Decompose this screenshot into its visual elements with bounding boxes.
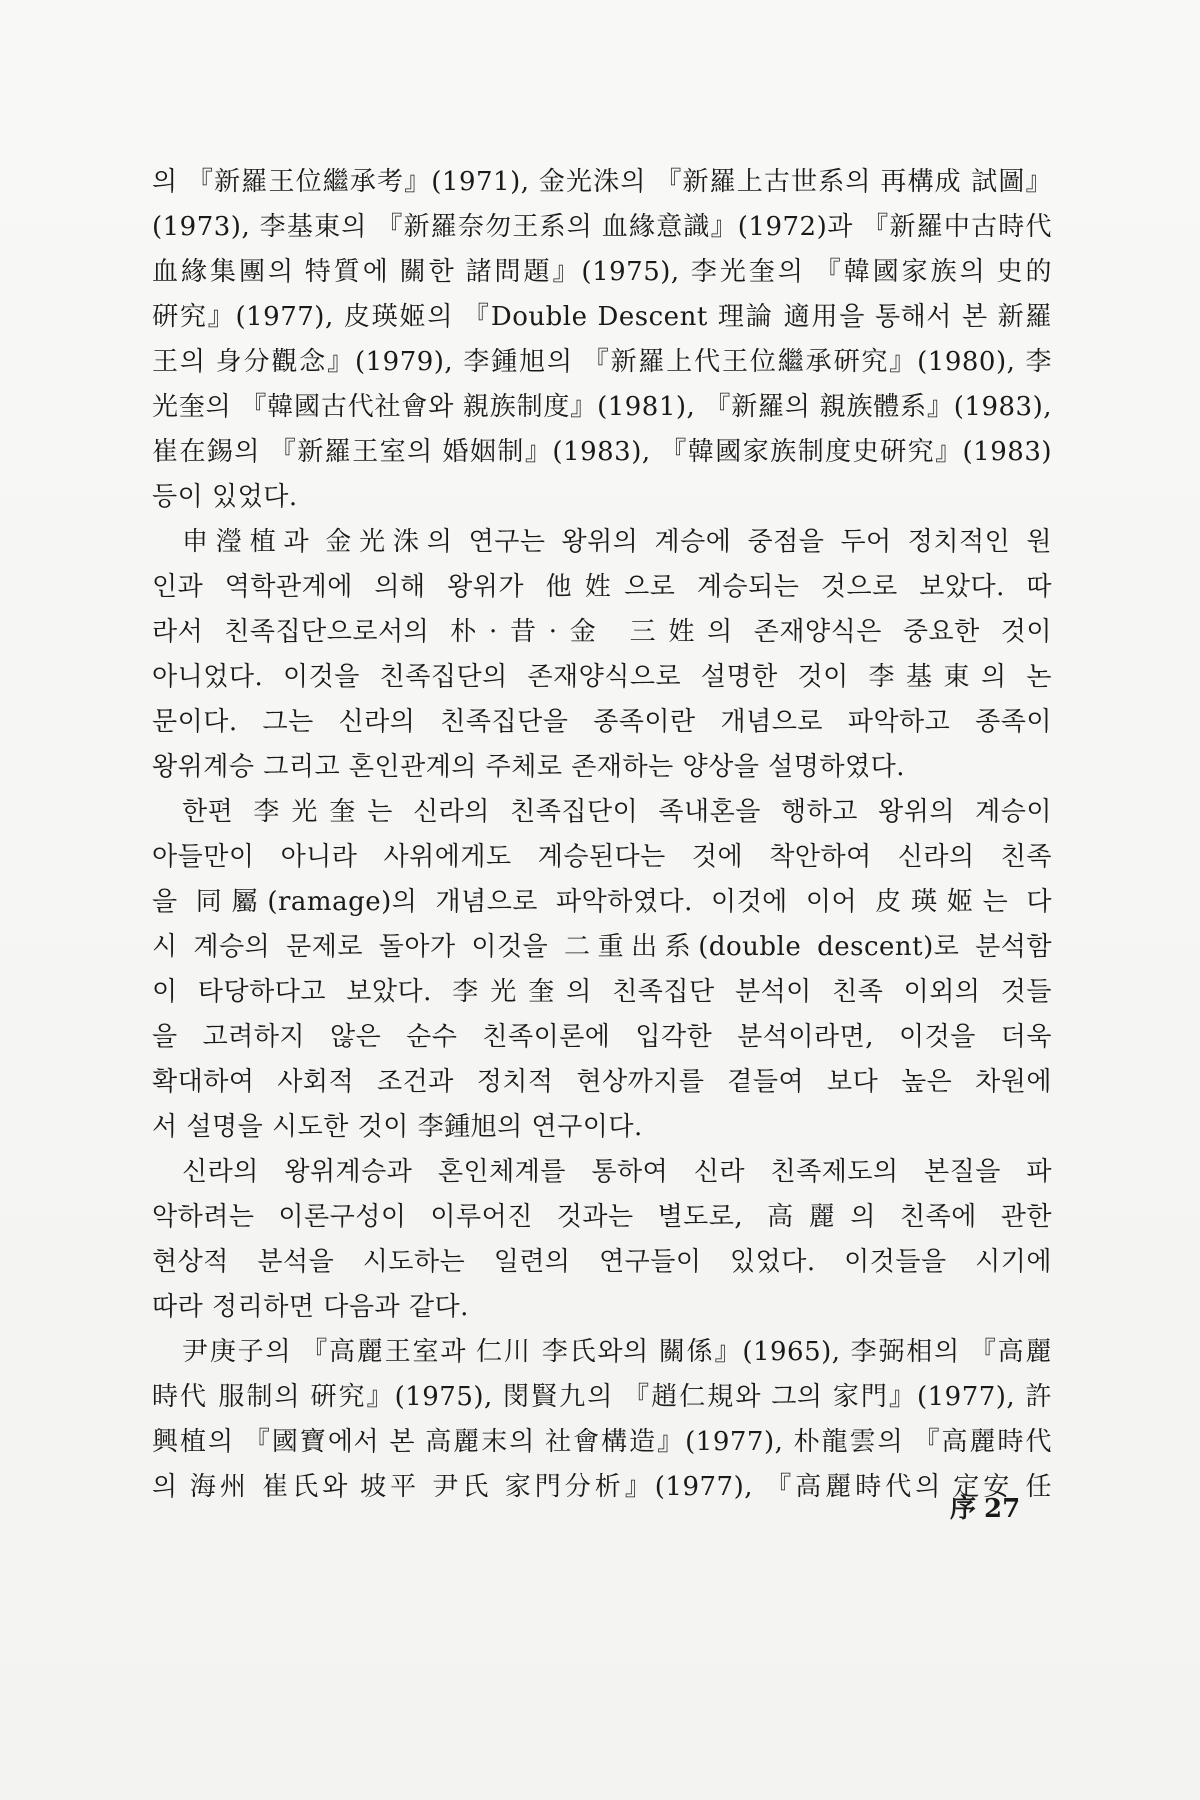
paragraph-4 bbox=[152, 1150, 1052, 1330]
section-label: 序 bbox=[950, 1494, 977, 1524]
paragraph-5 bbox=[152, 1330, 1052, 1510]
text-line: 光奎의 『韓國古代社會와 親族制度』(1981), 『新羅의 親族體系』(1983), bbox=[152, 392, 1052, 422]
text-line: 崔在錫의 『新羅王室의 婚姻制』(1983), 『韓國家族制度史硏究』(1983) bbox=[152, 437, 1052, 467]
text-line: 확대하여 사회적 조건과 정치적 현상까지를 곁들여 보다 높은 차원에 bbox=[152, 1067, 1052, 1097]
text-line: 을 고려하지 않은 순수 친족이론에 입각한 분석이라면, 이것을 더욱 bbox=[152, 1022, 1052, 1052]
text-line: 이 타당하다고 보았다. 李光奎의 친족집단 분석이 친족 이외의 것들 bbox=[152, 977, 1052, 1007]
text-line: 인과 역학관계에 의해 왕위가 他姓으로 계승되는 것으로 보았다. 따 bbox=[152, 572, 1052, 602]
text-line: 을 同屬(ramage)의 개념으로 파악하였다. 이것에 이어 皮瑛姬는 다 bbox=[152, 887, 1052, 917]
text-line: (1973), 李基東의 『新羅奈勿王系의 血緣意識』(1972)과 『新羅中古時代 bbox=[152, 212, 1052, 242]
page-footer bbox=[950, 1488, 1020, 1525]
text-line: 등이 있었다. bbox=[152, 482, 298, 512]
text-line: 왕위계승 그리고 혼인관계의 주체로 존재하는 양상을 설명하였다. bbox=[152, 752, 905, 782]
paragraph-3 bbox=[152, 790, 1052, 1150]
paragraph-2 bbox=[152, 520, 1052, 790]
text-line: 문이다. 그는 신라의 친족집단을 종족이란 개념으로 파악하고 종족이 bbox=[152, 707, 1052, 737]
page-number: 27 bbox=[984, 1494, 1021, 1524]
text-line: 시 계승의 문제로 돌아가 이것을 二重出系(double descent)로 분석함 bbox=[152, 932, 1052, 962]
text-line: 신라의 왕위계승과 혼인체계를 통하여 신라 친족제도의 본질을 파 bbox=[182, 1157, 1052, 1187]
text-line: 의 海州 崔氏와 坡平 尹氏 家門分析』(1977), 『高麗時代의 定安 任 bbox=[152, 1472, 1052, 1502]
text-line: 아들만이 아니라 사위에게도 계승된다는 것에 착안하여 신라의 친족 bbox=[152, 842, 1052, 872]
text-line: 악하려는 이론구성이 이루어진 것과는 별도로, 高麗의 친족에 관한 bbox=[152, 1202, 1052, 1232]
text-line: 의 『新羅王位繼承考』(1971), 金光洙의 『新羅上古世系의 再構成 試圖』 bbox=[152, 167, 1052, 197]
text-line: 血緣集團의 特質에 關한 諸問題』(1975), 李光奎의 『韓國家族의 史的 bbox=[152, 257, 1052, 287]
text-line: 라서 친족집단으로서의 朴·昔·金 三姓의 존재양식은 중요한 것이 bbox=[152, 617, 1052, 647]
body-text bbox=[152, 160, 1052, 1510]
text-line: 興植의 『國寶에서 본 高麗末의 社會構造』(1977), 朴龍雲의 『高麗時代 bbox=[152, 1427, 1052, 1457]
text-line: 硏究』(1977), 皮瑛姬의 『Double Descent 理論 適用을 통해서 본 新羅 bbox=[152, 302, 1052, 332]
text-line: 현상적 분석을 시도하는 일련의 연구들이 있었다. 이것들을 시기에 bbox=[152, 1247, 1052, 1277]
text-line: 따라 정리하면 다음과 같다. bbox=[152, 1292, 469, 1322]
text-line: 時代 服制의 硏究』(1975), 閔賢九의 『趙仁規와 그의 家門』(1977), 許 bbox=[152, 1382, 1052, 1412]
text-line: 아니었다. 이것을 친족집단의 존재양식으로 설명한 것이 李基東의 논 bbox=[152, 662, 1052, 692]
text-line: 서 설명을 시도한 것이 李鍾旭의 연구이다. bbox=[152, 1112, 643, 1142]
text-line: 王의 身分觀念』(1979), 李鍾旭의 『新羅上代王位繼承硏究』(1980), 李 bbox=[152, 347, 1052, 377]
text-line: 尹庚子의 『高麗王室과 仁川 李氏와의 關係』(1965), 李弼相의 『高麗 bbox=[182, 1337, 1052, 1367]
paragraph-1 bbox=[152, 160, 1052, 520]
text-line: 申瀅植과 金光洙의 연구는 왕위의 계승에 중점을 두어 정치적인 원 bbox=[182, 527, 1052, 557]
text-line: 한편 李光奎는 신라의 친족집단이 족내혼을 행하고 왕위의 계승이 bbox=[182, 797, 1052, 827]
